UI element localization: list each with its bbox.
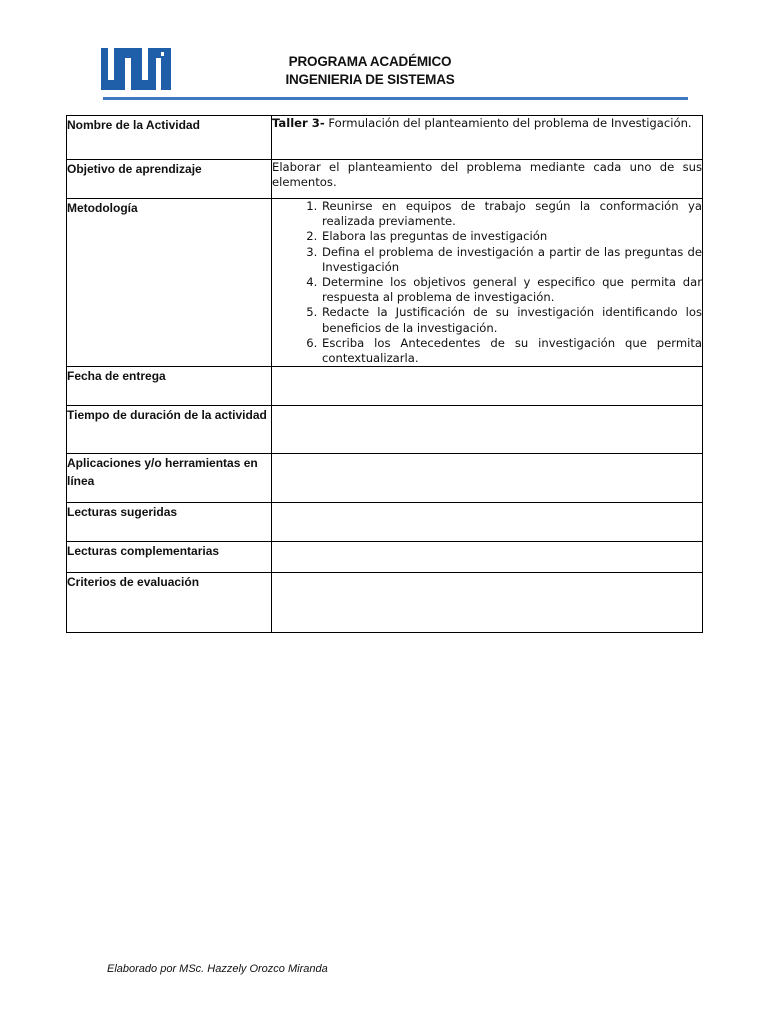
table-row-criterios xyxy=(67,573,703,633)
row-label: Objetivo de aprendizaje xyxy=(67,160,272,199)
author-credit: Elaborado por MSc. Hazzely Orozco Miranda xyxy=(107,963,328,975)
uni-logo xyxy=(101,48,171,90)
table-row-metodologia xyxy=(67,199,703,367)
row-value xyxy=(272,367,703,406)
row-value xyxy=(272,542,703,573)
table-row-tiempo xyxy=(67,406,703,454)
list-item: 3. Defina el problema de investigación a partir de las preguntas de Investigación xyxy=(321,245,702,275)
row-value xyxy=(272,199,703,367)
row-label: Metodología xyxy=(67,199,272,367)
list-item: 4. Determine los objetivos general y especifico que permita dar respuesta al problema de investigación. xyxy=(321,275,702,305)
list-item: 6. Escriba los Antecedentes de su investigación que permita contextualizarla. xyxy=(321,336,702,366)
row-label: Lecturas complementarias xyxy=(67,542,272,573)
methodology-steps xyxy=(272,199,702,366)
row-value: Elaborar el planteamiento del problema mediante cada uno de sus elementos. xyxy=(272,160,703,199)
program-title xyxy=(240,53,500,89)
table-row-nombre xyxy=(67,116,703,160)
row-value xyxy=(272,454,703,503)
program-title-line1: PROGRAMA ACADÉMICO xyxy=(288,54,452,69)
row-label: Criterios de evaluación xyxy=(67,573,272,633)
activity-code: Taller 3- xyxy=(272,116,325,130)
row-label: Lecturas sugeridas xyxy=(67,503,272,542)
list-item: 2. Elabora las preguntas de investigación xyxy=(321,229,702,244)
table-row-fecha xyxy=(67,367,703,406)
row-label: Nombre de la Actividad xyxy=(67,116,272,160)
row-label: Aplicaciones y/o herramientas en línea xyxy=(67,454,272,503)
row-label: Tiempo de duración de la actividad xyxy=(67,406,272,454)
program-title-line2: INGENIERIA DE SISTEMAS xyxy=(285,72,455,87)
row-value xyxy=(272,573,703,633)
list-item: 1. Reunirse en equipos de trabajo según la conformación ya realizada previamente. xyxy=(321,199,702,229)
row-label: Fecha de entrega xyxy=(67,367,272,406)
table-row-lecturas-sugeridas xyxy=(67,503,703,542)
list-item: 5. Redacte la Justificación de su investigación identificando los beneficios de la investigación. xyxy=(321,305,702,335)
activity-name: Formulación del planteamiento del problema de Investigación. xyxy=(324,116,692,130)
table-row-lecturas-complementarias xyxy=(67,542,703,573)
activity-table xyxy=(66,115,703,633)
table-row-aplicaciones xyxy=(67,454,703,503)
table-row-objetivo xyxy=(67,160,703,199)
row-value xyxy=(272,503,703,542)
header-divider xyxy=(103,97,688,100)
row-value xyxy=(272,116,703,160)
row-value xyxy=(272,406,703,454)
